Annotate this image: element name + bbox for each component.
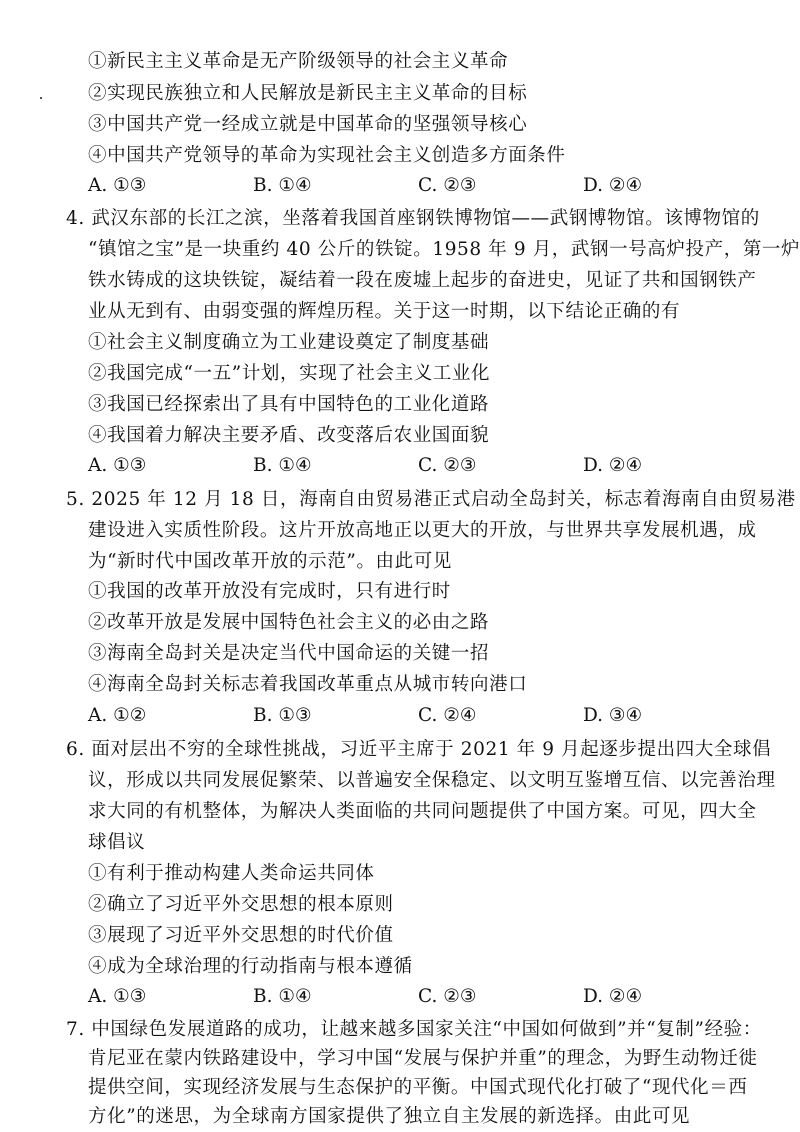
option-d: D. ②④ [583,175,643,196]
question-stem-line: 提供空间，实现经济发展与生态保护的平衡。中国式现代化打破了“现代化＝西 [88,1077,748,1098]
option-a: A. ①③ [88,455,147,476]
question-stem-line: 求大同的有机整体，为解决人类面临的共同问题提供了中国方案。可见，四大全 [88,801,757,822]
statement-1: ①新民主主义革命是无产阶级领导的社会主义革命 [88,51,509,72]
statement-1: ①我国的改革开放没有完成时，只有进行时 [88,581,451,602]
statement-2: ②改革开放是发展中国特色社会主义的必由之路 [88,612,490,633]
option-c: C. ②③ [418,455,477,476]
question-stem-line: 铁水铸成的这块铁锭，凝结着一段在废墟上起步的奋进史，见证了共和国钢铁产 [88,270,757,291]
answer-options [88,452,728,480]
option-b: B. ①④ [253,455,312,476]
statement-4: ④成为全球治理的行动指南与根本遵循 [88,956,413,977]
option-b: B. ①④ [253,986,312,1007]
option-c: C. ②③ [418,175,477,196]
question-stem-line: 议，形成以共同发展促繁荣、以普遍安全保稳定、以文明互鉴增互信、以完善治理 [88,770,776,791]
option-a: A. ①③ [88,986,147,1007]
statement-4: ④我国着力解决主要矛盾、改变落后农业国面貌 [88,425,490,446]
option-c: C. ②③ [418,986,477,1007]
question-stem-line: 5. 2025 年 12 月 18 日，海南自由贸易港正式启动全岛封关，标志着海南自由贸易港 [66,489,796,510]
statement-3: ③中国共产党一经成立就是中国革命的坚强领导核心 [88,114,528,135]
statement-3: ③展现了习近平外交思想的时代价值 [88,925,394,946]
option-b: B. ①④ [253,175,312,196]
option-c: C. ②④ [418,705,477,726]
statement-2: ②实现民族独立和人民解放是新民主主义革命的目标 [88,83,528,104]
statement-3: ③海南全岛封关是决定当代中国命运的关键一招 [88,643,490,664]
statement-4: ④中国共产党领导的革命为实现社会主义创造多方面条件 [88,145,566,166]
option-d: D. ③④ [583,705,643,726]
statement-1: ①有利于推动构建人类命运共同体 [88,863,375,884]
option-d: D. ②④ [583,455,643,476]
question-stem-line: 球倡议 [88,832,146,853]
option-b: B. ①③ [253,705,312,726]
statement-2: ②我国完成“一五”计划，实现了社会主义工业化 [88,363,491,384]
statement-3: ③我国已经探索出了具有中国特色的工业化道路 [88,394,490,415]
statement-1: ①社会主义制度确立为工业建设奠定了制度基础 [88,332,490,353]
question-stem-line: 7. 中国绿色发展道路的成功，让越来越多国家关注“中国如何做到”并“复制”经验： [66,1019,762,1040]
answer-options [88,702,728,730]
option-a: A. ①② [88,705,147,726]
question-stem-line: 4. 武汉东部的长江之滨，坐落着我国首座钢铁博物馆——武钢博物馆。该博物馆的 [66,208,760,229]
option-a: A. ①③ [88,175,147,196]
statement-4: ④海南全岛封关标志着我国改革重点从城市转向港口 [88,674,528,695]
question-stem-line: 建设进入实质性阶段。这片开放高地正以更大的开放，与世界共享发展机遇，成 [88,520,757,541]
answer-options [88,983,728,1011]
statement-2: ②确立了习近平外交思想的根本原则 [88,894,394,915]
question-stem-line: 方化”的迷思，为全球南方国家提供了独立自主发展的新选择。由此可见 [88,1106,691,1127]
option-d: D. ②④ [583,986,643,1007]
question-stem-line: “镇馆之宝”是一块重约 40 公斤的铁锭。1958 年 9 月，武钢一号高炉投产，第一炉 [88,239,800,260]
scan-speck [40,97,42,99]
question-stem-line: 业从无到有、由弱变强的辉煌历程。关于这一时期，以下结论正确的有 [88,301,681,322]
question-stem-line: 为“新时代中国改革开放的示范”。由此可见 [88,551,452,572]
question-stem-line: 6. 面对层出不穷的全球性挑战，习近平主席于 2021 年 9 月起逐步提出四大全球倡 [66,739,772,760]
answer-options [88,172,728,200]
question-stem-line: 肯尼亚在蒙内铁路建设中，学习中国“发展与保护并重”的理念，为野生动物迁徙 [88,1048,758,1069]
